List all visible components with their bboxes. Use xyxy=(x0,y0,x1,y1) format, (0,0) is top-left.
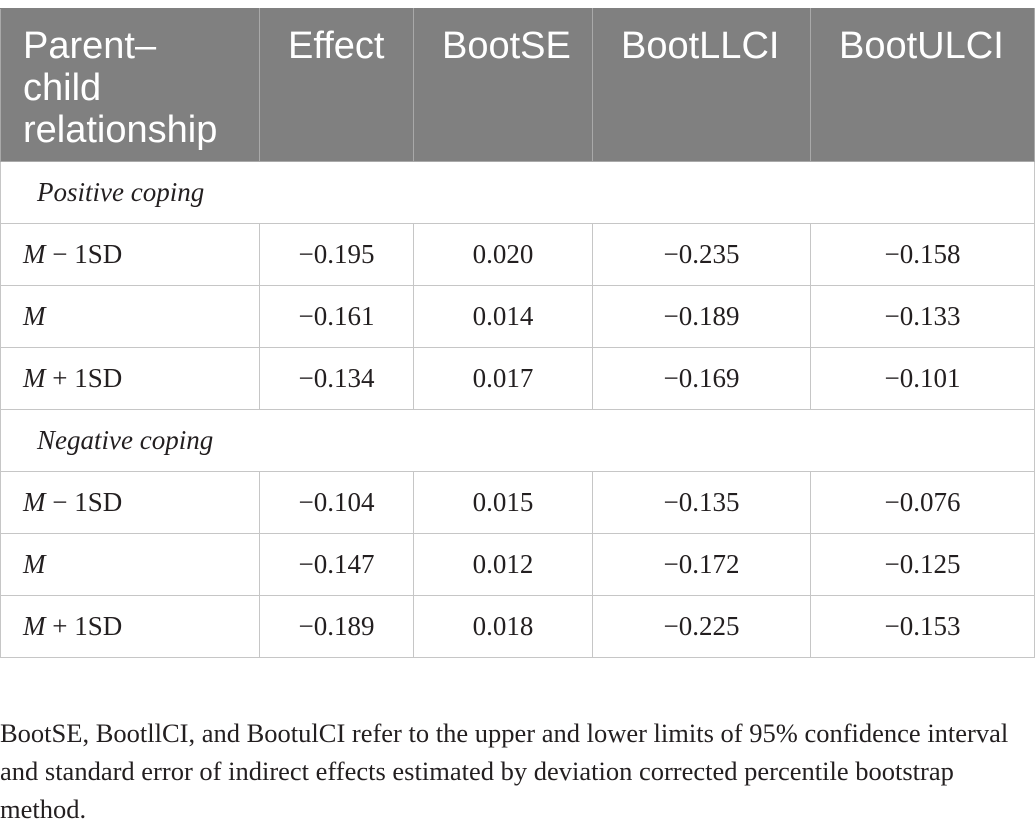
table-row xyxy=(1,286,1035,348)
table-footnote: BootSE, BootllCI, and BootulCI refer to the upper and lower limits of 95% confidence interval and standard error of indirect effects estimated by deviation corrected percentile bootstrap method. xyxy=(0,718,1009,824)
table-row xyxy=(1,348,1035,410)
table-row xyxy=(1,472,1035,534)
row-label xyxy=(1,348,260,410)
cell-bootllci: −0.135 xyxy=(593,472,811,534)
table-body xyxy=(1,162,1035,658)
row-label-variable: M xyxy=(23,487,46,517)
header-parent-child-relationship xyxy=(1,9,260,162)
cell-bootse: 0.014 xyxy=(414,286,593,348)
row-label-variable: M xyxy=(23,239,46,269)
row-label-variable: M xyxy=(23,301,46,331)
section-title: Negative coping xyxy=(1,410,1035,472)
cell-effect: −0.147 xyxy=(260,534,414,596)
cell-bootse: 0.018 xyxy=(414,596,593,658)
cell-effect: −0.189 xyxy=(260,596,414,658)
row-label xyxy=(1,534,260,596)
row-label xyxy=(1,224,260,286)
section-row-positive-coping xyxy=(1,162,1035,224)
row-label-variable: M xyxy=(23,611,46,641)
cell-bootulci: −0.076 xyxy=(811,472,1035,534)
cell-bootllci: −0.235 xyxy=(593,224,811,286)
cell-bootulci: −0.101 xyxy=(811,348,1035,410)
header-bootllci: BootLLCI xyxy=(593,9,811,162)
row-label-variable: M xyxy=(23,363,46,393)
cell-bootse: 0.015 xyxy=(414,472,593,534)
cell-bootulci: −0.133 xyxy=(811,286,1035,348)
results-table xyxy=(0,8,1035,658)
row-label-suffix: − 1SD xyxy=(45,487,123,517)
cell-effect: −0.134 xyxy=(260,348,414,410)
table-row xyxy=(1,596,1035,658)
row-label-variable: M xyxy=(23,549,46,579)
cell-bootllci: −0.189 xyxy=(593,286,811,348)
cell-effect: −0.104 xyxy=(260,472,414,534)
cell-bootllci: −0.225 xyxy=(593,596,811,658)
row-label-suffix: + 1SD xyxy=(45,611,123,641)
header-bootse: BootSE xyxy=(414,9,593,162)
table-header xyxy=(1,9,1035,162)
cell-bootse: 0.012 xyxy=(414,534,593,596)
cell-bootulci: −0.158 xyxy=(811,224,1035,286)
row-label xyxy=(1,596,260,658)
row-label-suffix: + 1SD xyxy=(45,363,123,393)
section-title: Positive coping xyxy=(1,162,1035,224)
header-effect: Effect xyxy=(260,9,414,162)
row-label xyxy=(1,286,260,348)
cell-bootse: 0.017 xyxy=(414,348,593,410)
cell-effect: −0.161 xyxy=(260,286,414,348)
cell-effect: −0.195 xyxy=(260,224,414,286)
header-parent-child-relationship-label: Parent–child relationship xyxy=(23,25,218,151)
table-row xyxy=(1,534,1035,596)
header-bootulci: BootULCI xyxy=(811,9,1035,162)
cell-bootse: 0.020 xyxy=(414,224,593,286)
table-row xyxy=(1,224,1035,286)
section-row-negative-coping xyxy=(1,410,1035,472)
header-row xyxy=(1,9,1035,162)
cell-bootllci: −0.172 xyxy=(593,534,811,596)
row-label xyxy=(1,472,260,534)
row-label-suffix: − 1SD xyxy=(45,239,123,269)
cell-bootulci: −0.153 xyxy=(811,596,1035,658)
cell-bootllci: −0.169 xyxy=(593,348,811,410)
cell-bootulci: −0.125 xyxy=(811,534,1035,596)
